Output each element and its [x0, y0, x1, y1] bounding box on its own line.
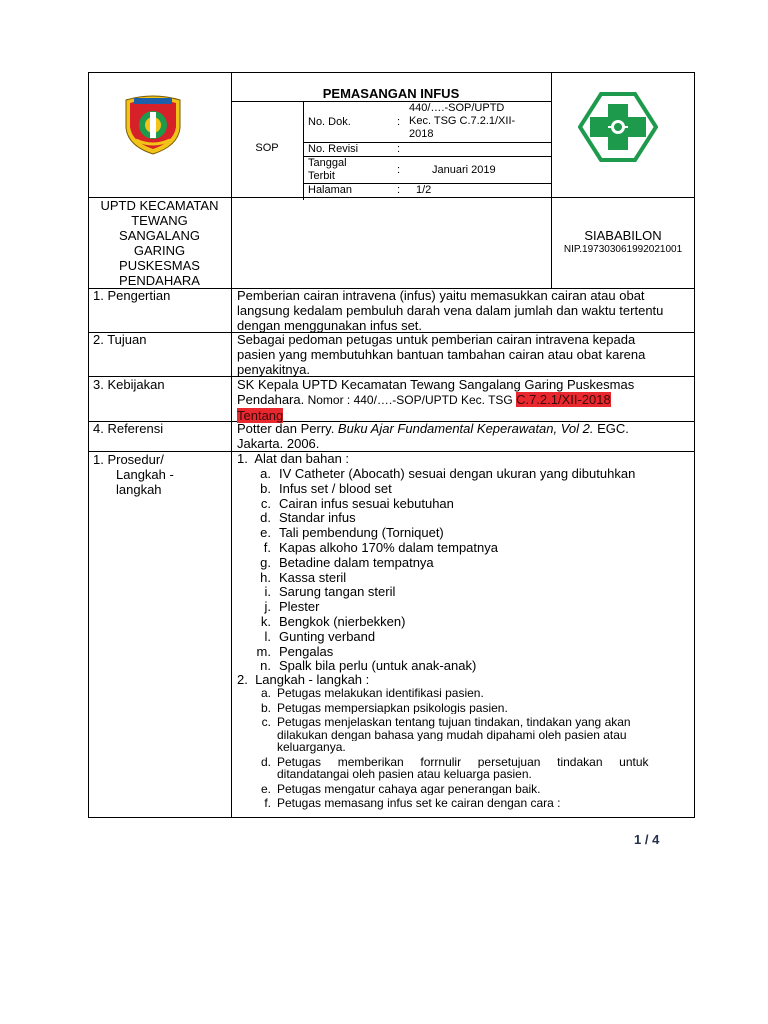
label-line: langkah	[116, 482, 162, 497]
text-line: ditandatangai oleh pasien atau keluarga pasien.	[277, 768, 532, 781]
text-line	[237, 392, 688, 408]
text-line: SK Kepala UPTD Kecamatan Tewang Sangalang Garing Puskesmas	[237, 377, 635, 392]
list-marker: i.	[264, 584, 271, 600]
section-text-tujuan	[237, 332, 688, 377]
no-dok-label: No. Dok.	[308, 116, 351, 128]
divider	[231, 72, 232, 288]
section-text-pengertian	[237, 288, 688, 333]
list-marker: h.	[260, 569, 271, 585]
sop-label: SOP	[255, 142, 279, 154]
puskesmas-logo	[578, 92, 658, 162]
list-item-text	[277, 716, 687, 754]
text-line: Petugas menjelaskan tentang tujuan tindakan, tindakan yang akan	[277, 716, 631, 729]
list-item-text: Bengkok (nierbekken)	[279, 614, 406, 629]
text-line: Jakarta. 2006.	[237, 436, 320, 451]
langkah-heading: 2. Langkah - langkah :	[237, 672, 370, 687]
text-line: keluarganya.	[277, 741, 346, 754]
org-line-2: TEWANG	[131, 213, 188, 228]
section-label-tujuan: 2. Tujuan	[93, 332, 147, 347]
alat-heading: 1. Alat dan bahan :	[237, 451, 350, 466]
list-item-text: Gunting verband	[279, 628, 376, 644]
text-line: Petugas mempersiapkan psikologis pasien.	[277, 701, 508, 714]
section-label-prosedur	[93, 452, 174, 497]
no-revisi-label: No. Revisi	[308, 143, 359, 155]
document-title: PEMASANGAN INFUS	[322, 86, 460, 101]
text-line: pasien yang membutuhkan bantuan tambahan cairan atau obat karena	[237, 347, 646, 362]
org-line-4: GARING	[133, 243, 186, 258]
text-line: Pemberian cairan intravena (infus) yaitu memasukkan cairan atau obat	[237, 288, 645, 303]
list-marker: m.	[256, 643, 271, 659]
signer-name: SIABABILON	[584, 228, 662, 243]
signer-nip: NIP.197303061992021001	[563, 244, 683, 255]
list-marker: a.	[260, 686, 271, 700]
no-dok-colon: :	[397, 116, 401, 128]
org-line-3: SANGALANG	[119, 228, 200, 243]
list-item-text: Kassa steril	[279, 569, 347, 585]
divider	[88, 451, 695, 452]
text-line: Petugas memberikan forrnulir persetujuan tindakan untuk	[277, 755, 649, 768]
list-marker: f.	[263, 540, 271, 555]
book-title: Buku Ajar Fundamental Keperawatan, Vol 2.	[337, 421, 594, 436]
section-label-kebijakan: 3. Kebijakan	[93, 377, 165, 392]
list-item-text	[277, 756, 687, 781]
divider	[231, 288, 232, 818]
section-label-referensi: 4. Referensi	[93, 421, 164, 436]
page-indicator: 1 / 4	[634, 832, 660, 847]
tanggal-label-2: Terbit	[308, 170, 335, 182]
list-item-text: Standar infus	[279, 510, 356, 526]
text-line: Petugas mengatur cahaya agar penerangan baik.	[277, 782, 541, 795]
section-text-kebijakan	[237, 377, 688, 423]
text-line: Petugas memasang infus set ke cairan dengan cara :	[277, 797, 561, 810]
no-dok-line-1: 440/….-SOP/UPTD	[409, 102, 505, 114]
list-marker: b.	[260, 480, 271, 496]
tanggal-colon: :	[397, 164, 401, 176]
list-marker: l.	[264, 628, 271, 644]
list-marker: a.	[260, 466, 271, 481]
halaman-colon: :	[397, 184, 401, 196]
list-item-text	[277, 783, 687, 796]
list-marker: n.	[260, 658, 271, 674]
text-line: Petugas melakukan identifikasi pasien.	[277, 687, 484, 700]
section-label-pengertian: 1. Pengertian	[93, 288, 171, 303]
no-dok-line-3: 2018	[409, 128, 434, 140]
list-item-text: Kapas alkoho 170% dalam tempatnya	[279, 540, 498, 555]
list-marker: e.	[260, 781, 271, 796]
list-marker: e.	[260, 525, 271, 541]
list-item-text	[277, 702, 687, 715]
list-item-text: Plester	[279, 599, 320, 615]
section-text-referensi	[237, 421, 688, 451]
list-item-text: Infus set / blood set	[279, 480, 392, 496]
list-item-text	[277, 797, 687, 810]
list-marker: b.	[260, 700, 271, 715]
tanggal-value: Januari 2019	[432, 164, 496, 176]
list-item-text: IV Catheter (Abocath) sesuai dengan ukuran yang dibutuhkan	[279, 466, 636, 481]
halaman-value: 1/2	[416, 184, 432, 196]
no-revisi-colon: :	[397, 143, 401, 155]
org-line-1: UPTD KECAMATAN	[100, 198, 219, 213]
list-marker: g.	[260, 554, 271, 570]
list-item-text: Betadine dalam tempatnya	[279, 554, 434, 570]
text-run: Nomor : 440/….-SOP/UPTD Kec. TSG	[304, 393, 517, 407]
list-item-text: Cairan infus sesuai kebutuhan	[279, 495, 454, 511]
list-marker: c.	[261, 715, 271, 729]
org-line-6: PENDAHARA	[119, 273, 200, 288]
org-line-5: PUSKESMAS	[119, 258, 200, 273]
text-line: dengan menggunakan infus set.	[237, 318, 423, 333]
list-marker: d.	[260, 510, 271, 526]
regional-crest-logo	[120, 90, 186, 156]
list-item-text: Spalk bila perlu (untuk anak-anak)	[279, 658, 477, 674]
no-dok-line-2: Kec. TSG C.7.2.1/XII-	[409, 115, 516, 127]
highlighted-text: C.7.2.1/XII-2018	[516, 392, 611, 407]
list-item-text	[277, 687, 687, 700]
list-item-text: Sarung tangan steril	[279, 584, 396, 600]
divider	[303, 101, 304, 200]
text-line: langsung kedalam pembuluh darah vena dalam jumlah dan waktu tertentu	[237, 303, 664, 318]
tanggal-label-1: Tanggal	[308, 157, 347, 169]
text-line: Sebagai pedoman petugas untuk pemberian cairan intravena kepada	[237, 332, 636, 347]
text-line	[237, 421, 688, 436]
list-item-text: Tali pembendung (Torniquet)	[279, 525, 444, 541]
list-marker: f.	[264, 796, 271, 810]
halaman-label: Halaman	[308, 184, 353, 196]
list-marker: j.	[264, 599, 271, 615]
label-line: Langkah -	[116, 467, 174, 482]
list-marker: d.	[260, 754, 271, 769]
list-marker: k.	[260, 614, 271, 629]
text-run: EGC.	[593, 421, 629, 436]
text-run: Pendahara.	[237, 392, 305, 407]
text-line: dilakukan dengan bahasa yang mudah dipahami oleh pasien atau	[277, 728, 627, 741]
text-line: penyakitnya.	[237, 362, 310, 377]
text-run: Potter dan Perry.	[237, 421, 338, 436]
highlighted-text: Tentang	[237, 408, 284, 423]
label-line: 1. Prosedur/	[93, 452, 164, 467]
list-marker: c.	[260, 495, 271, 511]
list-item-text: Pengalas	[279, 643, 334, 659]
org-name	[88, 198, 231, 288]
